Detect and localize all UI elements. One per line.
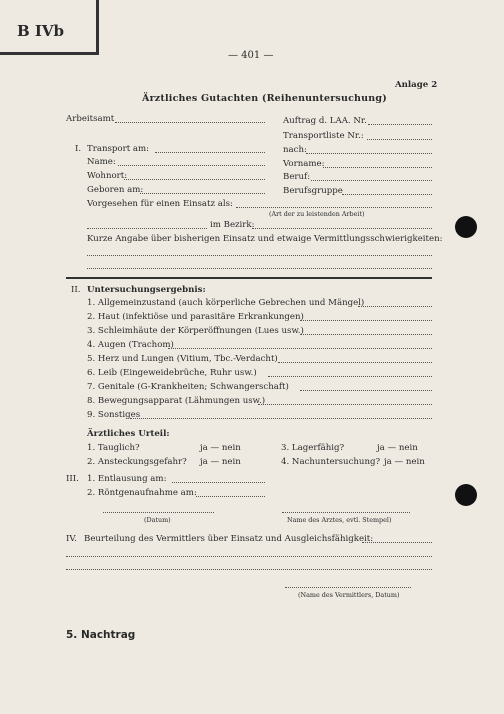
entlausung-field[interactable] bbox=[172, 482, 265, 483]
nachtrag-heading: 5. Nachtrag bbox=[66, 629, 136, 641]
exam-field[interactable] bbox=[300, 320, 432, 321]
corner-label: B IVb bbox=[17, 22, 65, 40]
beurteilung-label: Beurteilung des Vermittlers über Einsatz und Ausgleichsfähigkeit: bbox=[84, 534, 374, 544]
datum-field[interactable] bbox=[103, 512, 214, 513]
berufsgruppe-label: Berufsgruppe bbox=[283, 186, 343, 196]
vorgesehen-label: Vorgesehen für einen Einsatz als: bbox=[87, 199, 233, 209]
roentgen-field[interactable] bbox=[196, 496, 265, 497]
bezirk-label: im Bezirk: bbox=[210, 220, 255, 230]
arzt-note: Name des Arztes, evtl. Stempel) bbox=[287, 516, 392, 524]
beurteilung-line-2[interactable] bbox=[66, 569, 432, 570]
section-divider bbox=[66, 277, 432, 279]
exam-field[interactable] bbox=[258, 404, 432, 405]
transport-field[interactable] bbox=[155, 152, 265, 153]
exam-item: 2. Haut (infektiöse und parasitäre Erkrankungen) bbox=[87, 312, 304, 322]
urteil-question: 4. Nachuntersuchung? bbox=[281, 457, 381, 467]
transportliste-label: Transportliste Nr.: bbox=[283, 131, 364, 141]
kurze-field-2[interactable] bbox=[87, 268, 432, 269]
vermittler-note: (Name des Vermittlers, Datum) bbox=[298, 591, 400, 599]
nach-label: nach: bbox=[283, 145, 307, 155]
exam-field[interactable] bbox=[278, 362, 432, 363]
section4-numeral: IV. bbox=[66, 534, 77, 544]
beurteilung-line-1[interactable] bbox=[66, 556, 432, 557]
punch-hole-top bbox=[455, 216, 477, 238]
urteil-answer[interactable]: ja — nein bbox=[200, 457, 241, 467]
exam-item: 5. Herz und Lungen (Vitium, Tbc.-Verdacht) bbox=[87, 354, 278, 364]
exam-field[interactable] bbox=[168, 348, 432, 349]
page-number: — 401 — bbox=[228, 50, 274, 61]
vermittler-field[interactable] bbox=[285, 587, 411, 588]
urteil-question: 3. Lagerfähig? bbox=[281, 443, 345, 453]
untersuchung-heading: Untersuchungsergebnis: bbox=[87, 285, 206, 295]
beruf-label: Beruf: bbox=[283, 172, 311, 182]
urteil-answer[interactable]: ja — nein bbox=[200, 443, 241, 453]
datum-note: (Datum) bbox=[144, 516, 171, 524]
name-label: Name: bbox=[87, 157, 116, 167]
urteil-question: 2. Ansteckungsgefahr? bbox=[87, 457, 187, 467]
exam-item: 8. Bewegungsapparat (Lähmungen usw.) bbox=[87, 396, 266, 406]
form-title: Ärztliches Gutachten (Reihenuntersuchung) bbox=[142, 93, 387, 104]
art-note: (Art der zu leistenden Arbeit) bbox=[269, 210, 365, 218]
kurze-field-1[interactable] bbox=[87, 255, 432, 256]
exam-item: 3. Schleimhäute der Körperöffnungen (Lues usw.) bbox=[87, 326, 304, 336]
auftrag-label: Auftrag d. LAA. Nr. bbox=[283, 116, 367, 126]
geboren-field[interactable] bbox=[140, 193, 265, 194]
arzt-field[interactable] bbox=[282, 512, 410, 513]
urteil-question: 1. Tauglich? bbox=[87, 443, 140, 453]
exam-item: 7. Genitale (G-Krankheiten; Schwangerschaft) bbox=[87, 382, 289, 392]
auftrag-field[interactable] bbox=[368, 124, 432, 125]
vorgesehen-field[interactable] bbox=[236, 207, 432, 208]
vorname-field[interactable] bbox=[323, 167, 432, 168]
name-field[interactable] bbox=[118, 165, 265, 166]
punch-hole-bottom bbox=[455, 484, 477, 506]
wohnort-label: Wohnort: bbox=[87, 171, 128, 181]
vorname-label: Vorname: bbox=[283, 159, 325, 169]
urteil-heading: Ärztliches Urteil: bbox=[87, 429, 170, 439]
exam-field[interactable] bbox=[268, 376, 432, 377]
exam-item: 1. Allgemeinzustand (auch körperliche Gebrechen und Mängel) bbox=[87, 298, 365, 308]
entlausung-label: 1. Entlausung am: bbox=[87, 474, 167, 484]
bezirk-field[interactable] bbox=[252, 228, 432, 229]
exam-field[interactable] bbox=[300, 334, 432, 335]
section3-numeral: III. bbox=[66, 474, 79, 484]
geboren-label: Geboren am: bbox=[87, 185, 144, 195]
urteil-answer[interactable]: ja — nein bbox=[384, 457, 425, 467]
attachment-label: Anlage 2 bbox=[395, 80, 438, 90]
kurze-label: Kurze Angabe über bisherigen Einsatz und etwaige Vermittlungsschwierigkeiten: bbox=[87, 234, 443, 244]
beurteilung-field[interactable] bbox=[362, 542, 432, 543]
urteil-answer[interactable]: ja — nein bbox=[377, 443, 418, 453]
transport-label: Transport am: bbox=[87, 144, 150, 154]
nach-field[interactable] bbox=[306, 153, 432, 154]
beruf-field[interactable] bbox=[311, 180, 432, 181]
exam-item: 9. Sonstiges bbox=[87, 410, 141, 420]
bezirk-prefix-field[interactable] bbox=[87, 228, 207, 229]
transportliste-field[interactable] bbox=[367, 139, 432, 140]
exam-field[interactable] bbox=[130, 418, 432, 419]
berufsgruppe-field[interactable] bbox=[342, 194, 432, 195]
section1-numeral: I. bbox=[75, 144, 82, 154]
exam-field[interactable] bbox=[300, 390, 432, 391]
arbeitsamt-field[interactable] bbox=[115, 122, 265, 123]
exam-item: 4. Augen (Trachom) bbox=[87, 340, 174, 350]
arbeitsamt-label: Arbeitsamt bbox=[66, 114, 115, 124]
exam-item: 6. Leib (Eingeweidebrüche, Ruhr usw.) bbox=[87, 368, 257, 378]
exam-field[interactable] bbox=[358, 306, 432, 307]
roentgen-label: 2. Röntgenaufnahme am: bbox=[87, 488, 197, 498]
section2-numeral: II. bbox=[71, 285, 81, 295]
wohnort-field[interactable] bbox=[124, 179, 265, 180]
